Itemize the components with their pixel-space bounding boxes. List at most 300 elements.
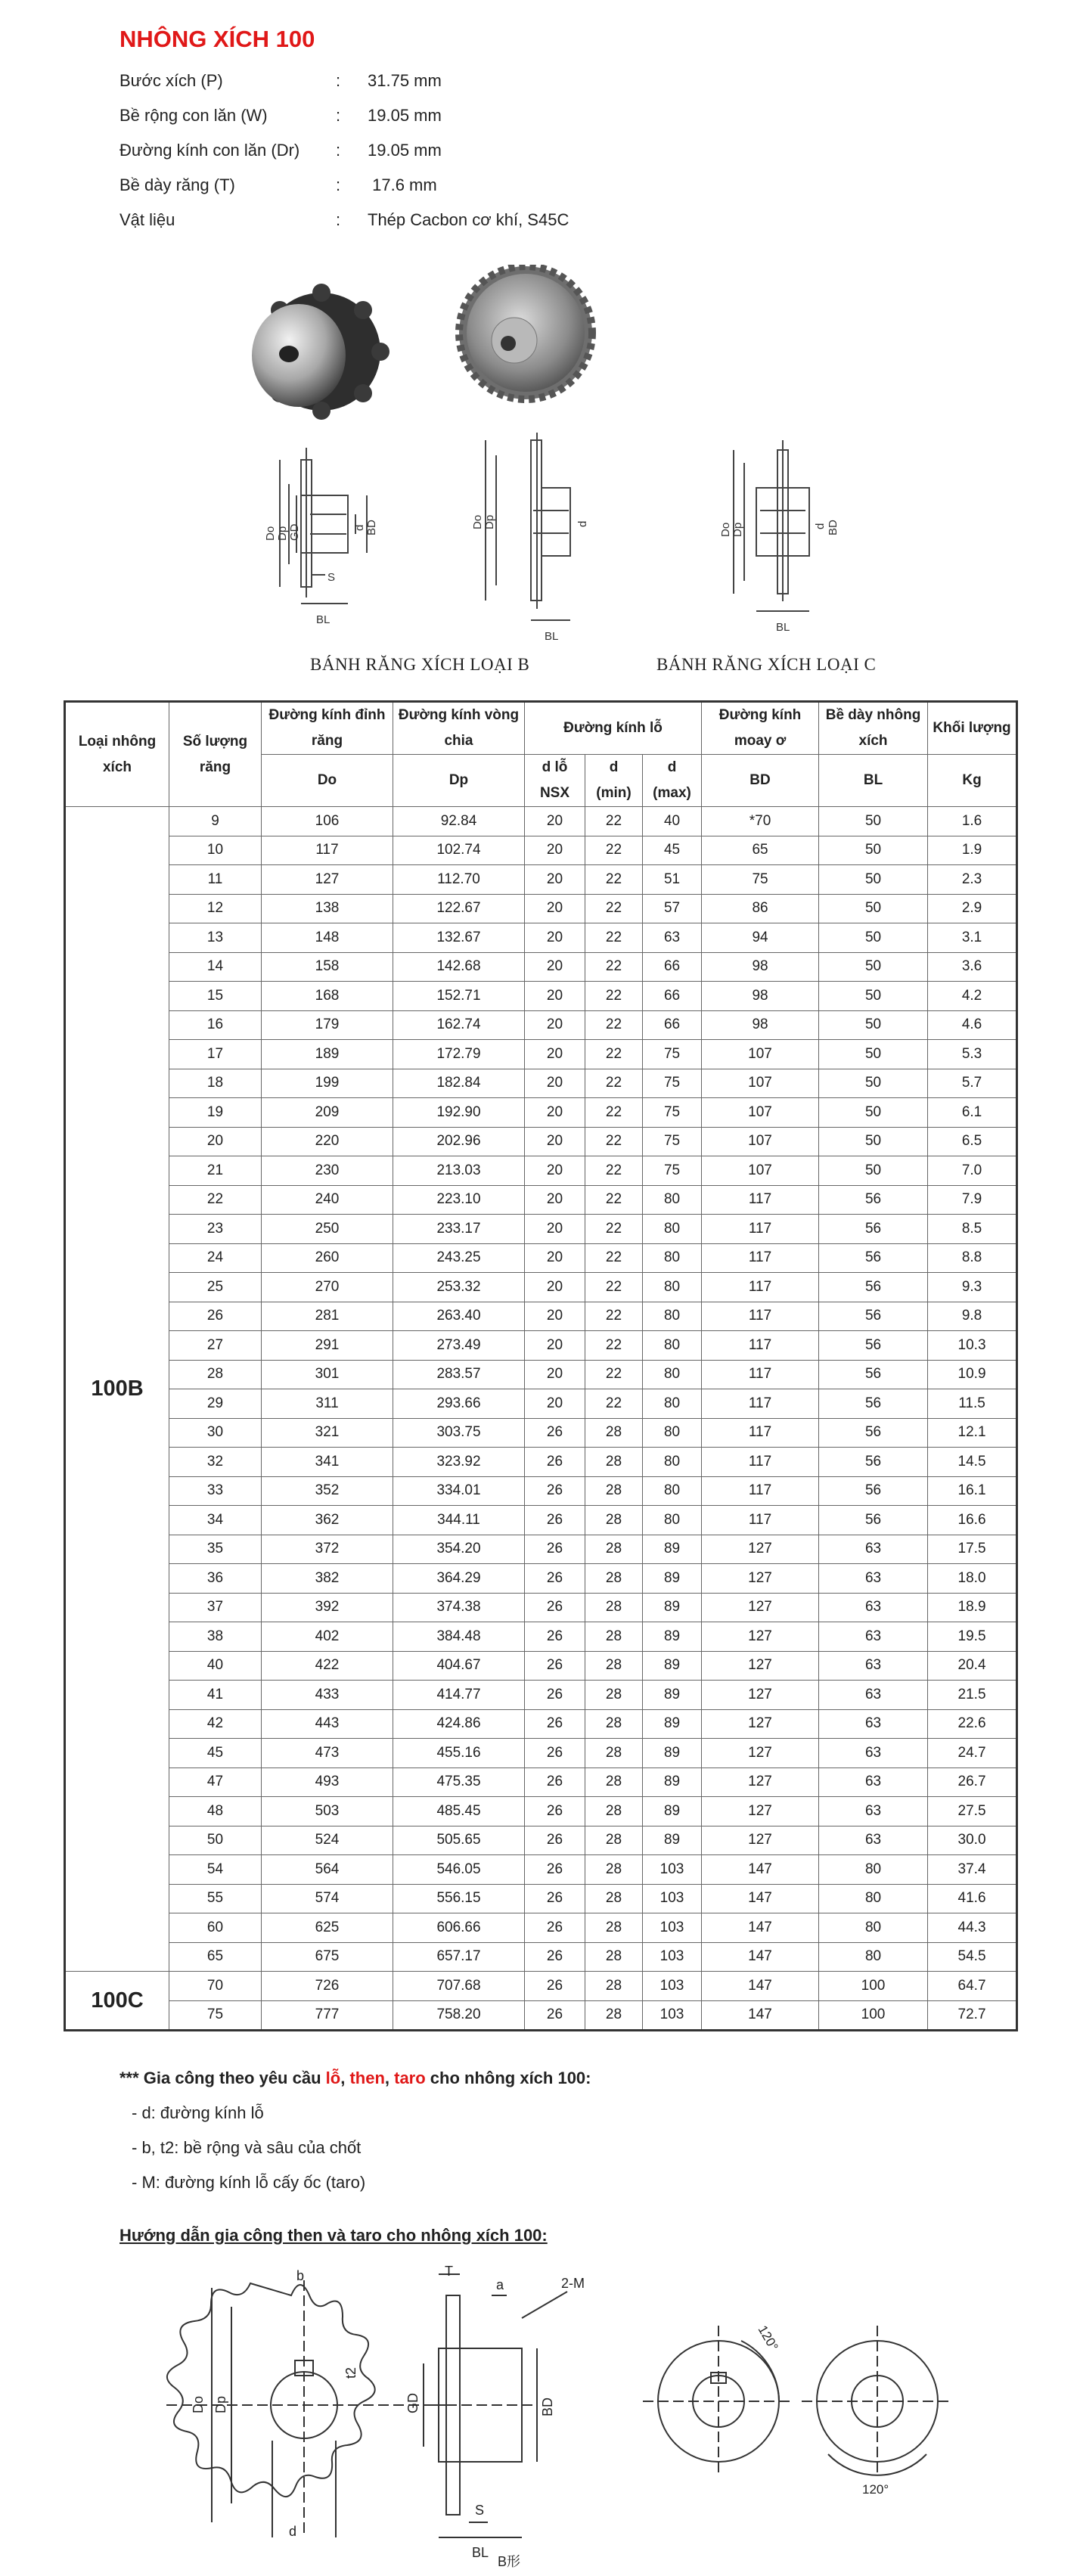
table-cell: 86 <box>702 894 819 923</box>
table-header <box>65 702 1017 807</box>
table-cell: 28 <box>585 1593 643 1622</box>
svg-text:Dp: Dp <box>731 522 744 537</box>
table-cell: 28 <box>585 1681 643 1710</box>
sprocket-photo-type-b <box>252 284 389 420</box>
table-cell: 56 <box>819 1302 928 1331</box>
sprocket-photo-type-c <box>459 266 592 399</box>
table-row <box>65 1360 1017 1389</box>
table-cell: 80 <box>643 1331 702 1361</box>
table-cell: 22 <box>585 807 643 836</box>
table-cell: 127 <box>702 1768 819 1797</box>
table-cell: 56 <box>819 1185 928 1215</box>
table-row <box>65 1010 1017 1040</box>
table-cell: 25 <box>169 1273 262 1302</box>
table-cell: 28 <box>585 1709 643 1739</box>
table-cell: 117 <box>702 1476 819 1506</box>
table-cell: 98 <box>702 982 819 1011</box>
spec-colon: : <box>336 175 341 194</box>
svg-text:BL: BL <box>316 613 331 626</box>
spec-value: 19.05 mm <box>368 106 442 125</box>
caption-type-b: BÁNH RĂNG XÍCH LOẠI B <box>310 655 530 674</box>
table-cell: 94 <box>702 923 819 953</box>
table-cell: 89 <box>643 1797 702 1826</box>
table-cell: 485.45 <box>393 1797 525 1826</box>
drawing-type-c-labels <box>719 520 839 634</box>
table-cell: 41 <box>169 1681 262 1710</box>
sprocket-type-cell: 100B <box>65 807 169 1972</box>
table-cell: 28 <box>585 1535 643 1564</box>
spec-value: Thép Cacbon cơ khí, S45C <box>368 210 569 229</box>
table-cell: 11.5 <box>928 1389 1017 1419</box>
svg-text:Dp: Dp <box>483 514 496 529</box>
table-cell: 147 <box>702 1884 819 1913</box>
table-cell: 414.77 <box>393 1681 525 1710</box>
table-cell: 50 <box>819 1069 928 1098</box>
spec-label: Bề dày răng (T) <box>119 175 235 194</box>
table-cell: 3.6 <box>928 952 1017 982</box>
table-cell: 56 <box>819 1418 928 1448</box>
table-cell: 233.17 <box>393 1215 525 1244</box>
drawing-plate <box>486 433 570 620</box>
table-cell: 65 <box>169 1942 262 1972</box>
table-cell: 6.1 <box>928 1098 1017 1128</box>
spec-colon: : <box>336 210 341 229</box>
table-cell: 220 <box>262 1127 393 1156</box>
table-cell: 28 <box>585 1739 643 1768</box>
svg-text:120°: 120° <box>755 2323 781 2354</box>
table-cell: 556.15 <box>393 1884 525 1913</box>
table-cell: 283.57 <box>393 1360 525 1389</box>
table-cell: 117 <box>702 1389 819 1419</box>
table-cell: 20 <box>169 1127 262 1156</box>
table-cell: 22 <box>585 1156 643 1186</box>
table-cell: 127 <box>702 1739 819 1768</box>
table-cell: 26 <box>525 1535 585 1564</box>
table-cell: 20 <box>525 865 585 895</box>
table-cell: 138 <box>262 894 393 923</box>
table-cell: 63 <box>819 1709 928 1739</box>
table-row <box>65 2000 1017 2031</box>
table-cell: 20 <box>525 1360 585 1389</box>
table-cell: 26 <box>525 1884 585 1913</box>
table-cell: 22 <box>585 1243 643 1273</box>
table-cell: 179 <box>262 1010 393 1040</box>
table-cell: 47 <box>169 1768 262 1797</box>
table-cell: 80 <box>643 1302 702 1331</box>
table-cell: 50 <box>819 1127 928 1156</box>
table-cell: 80 <box>819 1942 928 1972</box>
table-cell: 3.1 <box>928 923 1017 953</box>
table-cell: 192.90 <box>393 1098 525 1128</box>
svg-text:Do: Do <box>191 2395 206 2413</box>
table-cell: 273.49 <box>393 1331 525 1361</box>
table-cell: 30 <box>169 1418 262 1448</box>
table-cell: 2.9 <box>928 894 1017 923</box>
table-cell: 372 <box>262 1535 393 1564</box>
header-bore-diameter: Đường kính lỗ <box>525 702 702 755</box>
table-cell: 20 <box>525 1302 585 1331</box>
table-cell: 10.9 <box>928 1360 1017 1389</box>
table-cell: 15 <box>169 982 262 1011</box>
table-cell: 22 <box>585 894 643 923</box>
table-cell: 117 <box>702 1418 819 1448</box>
table-cell: 117 <box>702 1506 819 1535</box>
header-d-max: d (max) <box>643 755 702 807</box>
table-cell: 291 <box>262 1331 393 1361</box>
table-row <box>65 1972 1017 2001</box>
table-cell: 22 <box>585 1273 643 1302</box>
spec-table <box>64 700 1018 2031</box>
table-cell: 37.4 <box>928 1855 1017 1885</box>
svg-text:BL: BL <box>545 630 559 643</box>
table-cell: 98 <box>702 952 819 982</box>
table-cell: 402 <box>262 1622 393 1652</box>
svg-text:2-M: 2-M <box>561 2276 585 2291</box>
header-dp: Dp <box>393 755 525 807</box>
svg-text:Dp: Dp <box>213 2395 228 2413</box>
table-cell: 20 <box>525 1273 585 1302</box>
table-cell: 5.3 <box>928 1040 1017 1069</box>
table-row <box>65 1069 1017 1098</box>
table-cell: 26 <box>525 1651 585 1681</box>
table-cell: 75 <box>643 1098 702 1128</box>
table-cell: 127 <box>702 1535 819 1564</box>
table-cell: 117 <box>702 1448 819 1477</box>
svg-text:Dp: Dp <box>276 526 289 541</box>
spec-row-pitch <box>119 71 442 91</box>
header-pitch-diameter: Đường kính vòng chia <box>393 702 525 755</box>
table-cell: 503 <box>262 1797 393 1826</box>
table-cell: 20 <box>525 807 585 836</box>
table-cell: 524 <box>262 1826 393 1855</box>
table-cell: 24.7 <box>928 1739 1017 1768</box>
table-row <box>65 1506 1017 1535</box>
table-cell: 8.5 <box>928 1215 1017 1244</box>
spec-label: Bước xích (P) <box>119 71 223 90</box>
table-cell: 147 <box>702 1942 819 1972</box>
table-cell: 56 <box>819 1360 928 1389</box>
table-cell: 26 <box>525 1681 585 1710</box>
table-cell: 4.2 <box>928 982 1017 1011</box>
table-cell: 28 <box>585 1448 643 1477</box>
header-kg: Kg <box>928 755 1017 807</box>
table-cell: 473 <box>262 1739 393 1768</box>
table-cell: 20 <box>525 982 585 1011</box>
table-cell: 20 <box>525 1185 585 1215</box>
header-bl: BL <box>819 755 928 807</box>
table-cell: 362 <box>262 1506 393 1535</box>
svg-text:b: b <box>296 2268 305 2283</box>
table-cell: 80 <box>643 1476 702 1506</box>
table-cell: 127 <box>702 1709 819 1739</box>
table-cell: 70 <box>169 1972 262 2001</box>
table-cell: 311 <box>262 1389 393 1419</box>
table-cell: 10 <box>169 836 262 865</box>
svg-text:T: T <box>445 2265 453 2279</box>
svg-text:GD: GD <box>288 523 301 541</box>
table-row <box>65 836 1017 865</box>
table-cell: 75 <box>643 1040 702 1069</box>
table-body <box>65 807 1017 2031</box>
table-cell: 223.10 <box>393 1185 525 1215</box>
spec-row-material <box>119 210 569 230</box>
spec-label: Đường kính con lăn (Dr) <box>119 141 300 160</box>
table-cell: 36 <box>169 1564 262 1594</box>
table-cell: 334.01 <box>393 1476 525 1506</box>
table-cell: 35 <box>169 1535 262 1564</box>
table-cell: 26 <box>525 1564 585 1594</box>
table-row <box>65 982 1017 1011</box>
table-cell: 152.71 <box>393 982 525 1011</box>
table-row <box>65 1593 1017 1622</box>
page-title: NHÔNG XÍCH 100 <box>119 26 315 52</box>
table-cell: 675 <box>262 1942 393 1972</box>
table-cell: 26 <box>525 1972 585 2001</box>
table-cell: 148 <box>262 923 393 953</box>
note-intro: *** Gia công theo yêu cầu <box>119 2069 326 2087</box>
end-views <box>643 2326 953 2477</box>
table-row <box>65 1098 1017 1128</box>
table-cell: 66 <box>643 1010 702 1040</box>
table-cell: 106 <box>262 807 393 836</box>
table-cell: 89 <box>643 1681 702 1710</box>
table-row <box>65 1884 1017 1913</box>
table-row <box>65 1942 1017 1972</box>
table-cell: 726 <box>262 1972 393 2001</box>
table-cell: 80 <box>819 1913 928 1943</box>
keyway-tapping-drawing <box>113 2265 968 2568</box>
spec-label: Vật liệu <box>119 210 175 229</box>
table-cell: 75 <box>643 1069 702 1098</box>
table-cell: 117 <box>702 1215 819 1244</box>
table-cell: 89 <box>643 1622 702 1652</box>
table-cell: 263.40 <box>393 1302 525 1331</box>
table-cell: 54.5 <box>928 1942 1017 1972</box>
table-cell: 9.3 <box>928 1273 1017 1302</box>
table-row <box>65 923 1017 953</box>
table-cell: 147 <box>702 1855 819 1885</box>
table-cell: 22 <box>585 1127 643 1156</box>
header-weight: Khối lượng <box>928 702 1017 755</box>
table-cell: 50 <box>819 836 928 865</box>
table-cell: 57 <box>643 894 702 923</box>
table-cell: 202.96 <box>393 1127 525 1156</box>
table-cell: 72.7 <box>928 2000 1017 2031</box>
table-cell: 28 <box>585 1622 643 1652</box>
spec-colon: : <box>336 71 341 90</box>
table-row <box>65 1913 1017 1943</box>
table-cell: 117 <box>702 1273 819 1302</box>
table-cell: 147 <box>702 2000 819 2031</box>
table-cell: 63 <box>819 1826 928 1855</box>
table-cell: 80 <box>643 1418 702 1448</box>
table-cell: 20 <box>525 923 585 953</box>
table-cell: 29 <box>169 1389 262 1419</box>
table-cell: 100 <box>819 2000 928 2031</box>
table-cell: 112.70 <box>393 865 525 895</box>
table-cell: 1.6 <box>928 807 1017 836</box>
table-cell: 209 <box>262 1098 393 1128</box>
table-cell: 89 <box>643 1826 702 1855</box>
table-cell: 189 <box>262 1040 393 1069</box>
table-cell: 22 <box>585 1389 643 1419</box>
table-row <box>65 1476 1017 1506</box>
table-cell: 89 <box>643 1564 702 1594</box>
header-d-nsx: d lỗ NSX <box>525 755 585 807</box>
table-cell: *70 <box>702 807 819 836</box>
header-type: Loại nhông xích <box>65 702 169 807</box>
table-cell: 55 <box>169 1884 262 1913</box>
table-cell: 80 <box>643 1360 702 1389</box>
table-cell: 103 <box>643 1972 702 2001</box>
table-cell: 28 <box>585 1564 643 1594</box>
table-cell: 22.6 <box>928 1709 1017 1739</box>
table-cell: 100 <box>819 1972 928 2001</box>
table-row <box>65 1739 1017 1768</box>
table-cell: 117 <box>702 1331 819 1361</box>
table-cell: 422 <box>262 1651 393 1681</box>
table-cell: 117 <box>702 1302 819 1331</box>
table-cell: 28 <box>585 1797 643 1826</box>
spec-value: 17.6 mm <box>368 175 437 194</box>
table-cell: 63 <box>643 923 702 953</box>
table-cell: 270 <box>262 1273 393 1302</box>
front-view-labels <box>191 2268 358 2539</box>
table-cell: 22 <box>585 1331 643 1361</box>
spec-row-roller-diameter <box>119 141 442 160</box>
table-cell: 20 <box>525 1069 585 1098</box>
table-cell: 56 <box>819 1476 928 1506</box>
table-cell: 243.25 <box>393 1243 525 1273</box>
table-cell: 80 <box>643 1185 702 1215</box>
table-row <box>65 1156 1017 1186</box>
table-cell: 80 <box>643 1215 702 1244</box>
table-cell: 50 <box>819 982 928 1011</box>
table-cell: 26 <box>525 2000 585 2031</box>
table-row <box>65 1389 1017 1419</box>
table-cell: 28 <box>585 1942 643 1972</box>
table-cell: 2.3 <box>928 865 1017 895</box>
table-cell: 12 <box>169 894 262 923</box>
table-cell: 26 <box>525 1826 585 1855</box>
table-cell: 22 <box>585 1185 643 1215</box>
table-cell: 41.6 <box>928 1884 1017 1913</box>
table-cell: 127 <box>702 1826 819 1855</box>
table-row <box>65 1302 1017 1331</box>
table-cell: 404.67 <box>393 1651 525 1681</box>
table-row <box>65 1127 1017 1156</box>
table-cell: 354.20 <box>393 1535 525 1564</box>
spec-value: 19.05 mm <box>368 141 442 160</box>
table-cell: 45 <box>169 1739 262 1768</box>
drawing-type-c <box>734 440 809 611</box>
table-cell: 18 <box>169 1069 262 1098</box>
table-cell: 22 <box>585 1360 643 1389</box>
table-cell: 230 <box>262 1156 393 1186</box>
table-cell: 22 <box>585 952 643 982</box>
table-cell: 127 <box>702 1622 819 1652</box>
table-cell: 6.5 <box>928 1127 1017 1156</box>
table-cell: 564 <box>262 1855 393 1885</box>
note-sep: , <box>384 2069 395 2087</box>
table-cell: 20 <box>525 836 585 865</box>
table-cell: 26 <box>169 1302 262 1331</box>
table-cell: 147 <box>702 1972 819 2001</box>
table-cell: 26.7 <box>928 1768 1017 1797</box>
table-cell: 26 <box>525 1709 585 1739</box>
header-teeth: Số lượng răng <box>169 702 262 807</box>
drawing-type-b-labels <box>264 520 378 626</box>
table-cell: 344.11 <box>393 1506 525 1535</box>
table-cell: 23 <box>169 1215 262 1244</box>
table-cell: 18.9 <box>928 1593 1017 1622</box>
table-cell: 66 <box>643 982 702 1011</box>
table-cell: 301 <box>262 1360 393 1389</box>
svg-text:GD: GD <box>405 2393 421 2413</box>
table-cell: 22 <box>585 982 643 1011</box>
table-cell: 374.38 <box>393 1593 525 1622</box>
note-hole: lỗ <box>325 2069 341 2087</box>
table-cell: 168 <box>262 982 393 1011</box>
table-cell: 11 <box>169 865 262 895</box>
end-view-labels <box>756 2323 889 2497</box>
table-cell: 199 <box>262 1069 393 1098</box>
spec-label: Bề rộng con lăn (W) <box>119 106 268 125</box>
table-cell: 103 <box>643 1942 702 1972</box>
table-cell: 9.8 <box>928 1302 1017 1331</box>
table-cell: 475.35 <box>393 1768 525 1797</box>
table-cell: 27 <box>169 1331 262 1361</box>
svg-text:Do: Do <box>471 514 484 529</box>
svg-text:BD: BD <box>540 2397 555 2416</box>
table-cell: 20 <box>525 894 585 923</box>
side-view-labels <box>405 2265 585 2568</box>
table-cell: 5.7 <box>928 1069 1017 1098</box>
table-cell: 38 <box>169 1622 262 1652</box>
table-cell: 127 <box>702 1593 819 1622</box>
table-cell: 66 <box>643 952 702 982</box>
table-cell: 122.67 <box>393 894 525 923</box>
table-cell: 142.68 <box>393 952 525 982</box>
table-cell: 89 <box>643 1768 702 1797</box>
table-cell: 56 <box>819 1273 928 1302</box>
table-cell: 606.66 <box>393 1913 525 1943</box>
table-cell: 89 <box>643 1535 702 1564</box>
svg-text:Do: Do <box>719 522 732 537</box>
table-cell: 28 <box>169 1360 262 1389</box>
table-cell: 56 <box>819 1448 928 1477</box>
table-cell: 103 <box>643 1855 702 1885</box>
note-item-m: - M: đường kính lỗ cấy ốc (taro) <box>132 2173 366 2192</box>
table-cell: 20 <box>525 1389 585 1419</box>
guide-title: Hướng dẫn gia công then và taro cho nhông xích 100: <box>119 2226 548 2245</box>
table-cell: 21 <box>169 1156 262 1186</box>
table-cell: 22 <box>585 865 643 895</box>
table-cell: 80 <box>819 1855 928 1885</box>
table-cell: 20 <box>525 1127 585 1156</box>
table-cell: 777 <box>262 2000 393 2031</box>
table-cell: 20 <box>525 1215 585 1244</box>
table-cell: 574 <box>262 1884 393 1913</box>
table-row <box>65 894 1017 923</box>
table-cell: 364.29 <box>393 1564 525 1594</box>
table-cell: 28 <box>585 1418 643 1448</box>
table-cell: 127 <box>702 1681 819 1710</box>
table-cell: 40 <box>643 807 702 836</box>
table-cell: 127 <box>702 1651 819 1681</box>
table-cell: 253.32 <box>393 1273 525 1302</box>
header-thickness: Bề dày nhông xích <box>819 702 928 755</box>
